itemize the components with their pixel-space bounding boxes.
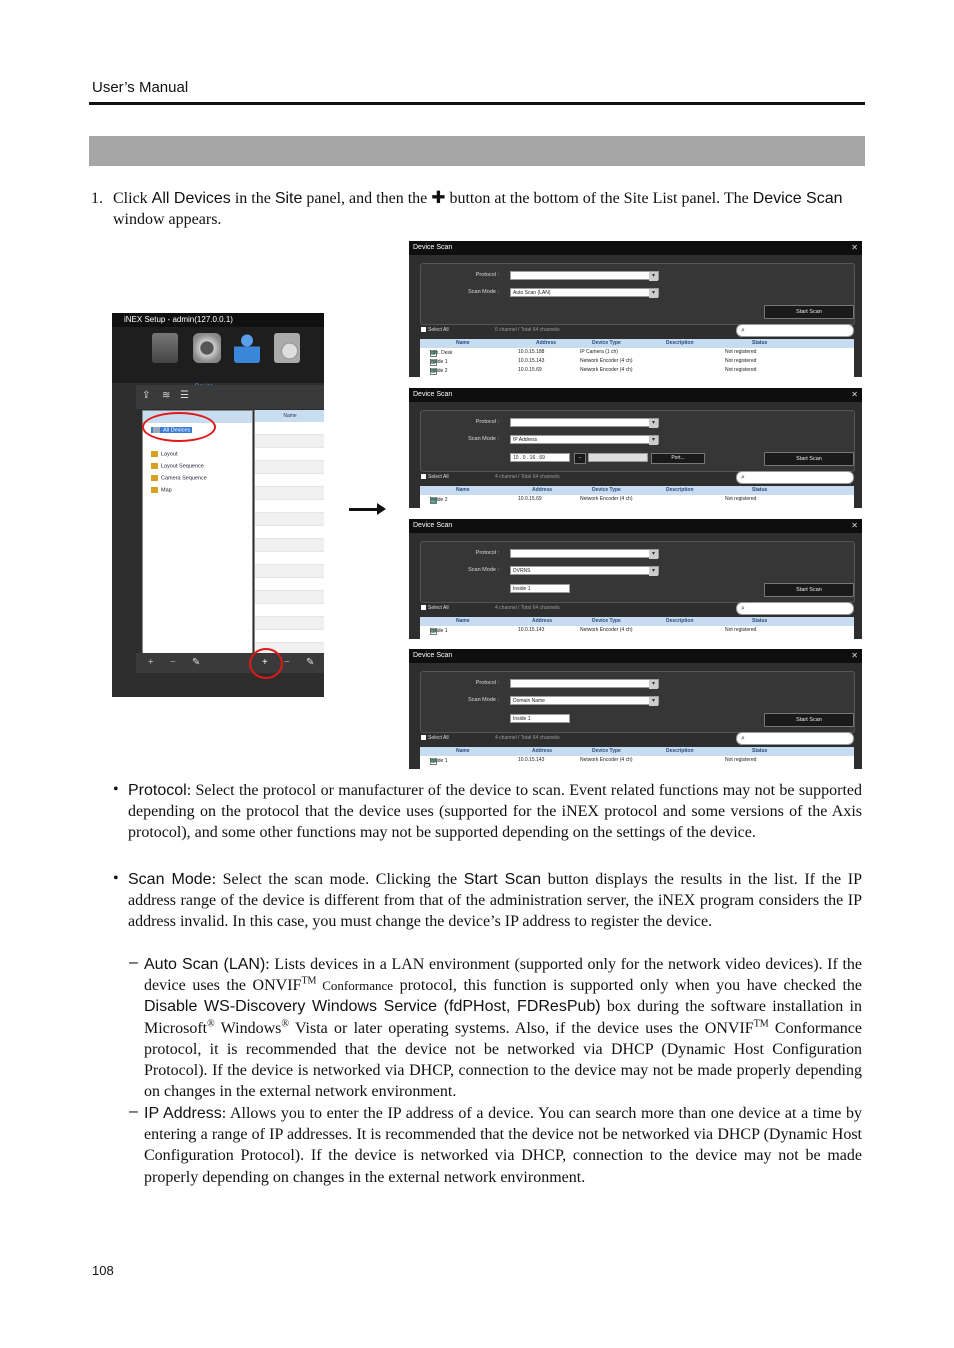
page-number: 108 <box>92 1263 114 1278</box>
table-header: Name Address Device Type Description Status <box>420 339 854 348</box>
channel-count: 4 channel / Total 64 channels <box>495 735 560 741</box>
list-item <box>255 448 324 461</box>
arrow-icon <box>349 508 383 511</box>
port-button[interactable]: Port... <box>651 453 705 464</box>
tree-item-all-devices[interactable]: All Devices <box>151 427 192 433</box>
dvrns-name-input[interactable]: Inside 1 <box>510 584 570 593</box>
ip-address-input[interactable]: 10 . 0 . 16 . 69 <box>510 453 570 462</box>
scan-mode-description <box>128 869 862 933</box>
highlight-add-button <box>249 648 283 679</box>
device-table <box>420 747 854 769</box>
scan-mode-select[interactable]: IP Address ▾ <box>510 435 659 444</box>
auto-scan-description <box>144 954 862 1102</box>
ip-address-description <box>144 1103 862 1188</box>
header-rule <box>89 102 865 105</box>
plus-icon: ✚ <box>431 188 446 208</box>
site-toolbar <box>136 385 324 409</box>
close-icon[interactable]: ✕ <box>851 651 858 660</box>
list-item <box>255 630 324 643</box>
device-scan-window-ip <box>409 388 862 508</box>
protocol-select[interactable] <box>510 418 659 427</box>
list-item <box>255 461 324 474</box>
protocol-label: Protocol : <box>475 680 499 686</box>
section-heading-bar <box>89 136 865 166</box>
start-scan-button[interactable]: Start Scan <box>764 583 854 597</box>
page-header-title: User’s Manual <box>92 79 189 96</box>
step-text: button at the bottom of the Site List panel. The <box>445 190 753 207</box>
bullet-marker: • <box>113 781 119 798</box>
step-text: window appears. <box>113 211 222 228</box>
highlight-all-devices <box>142 412 216 442</box>
keyword-auto-scan: Auto Scan (LAN) <box>144 956 266 973</box>
device-scan-title-bar <box>409 241 862 255</box>
protocol-select[interactable] <box>510 549 659 558</box>
paragraph-text: box during the software installation in Microsoft <box>144 998 862 1037</box>
table-header: Name Address Device Type Description Status <box>420 747 854 756</box>
setup-toolbar <box>112 327 324 383</box>
start-scan-button[interactable]: Start Scan <box>764 452 854 466</box>
scan-mode-label: Scan Mode : <box>468 567 499 573</box>
list-item <box>255 578 324 591</box>
list-item <box>255 487 324 500</box>
site-list-panel <box>254 410 324 653</box>
table-row[interactable]: Info. Desk 10.0.15.188 IP Camera (1 ch) Not registered <box>430 349 757 356</box>
step-number: 1. <box>91 190 103 207</box>
list-item <box>255 552 324 565</box>
dash-marker: – <box>129 1103 138 1120</box>
device-table <box>420 617 854 639</box>
bullet-marker: • <box>113 870 119 887</box>
table-header: Name Address Device Type Description Status <box>420 617 854 626</box>
list-item <box>255 539 324 552</box>
paragraph-text: Conformance protocol, it is recommended that the device not be networked via DHCP (Dynamic Host Configuration Protocol). If the device is networked via DHCP, connection to the device may not be made properly depending on changes in the external network environment. <box>144 1019 863 1101</box>
keyword-device-scan: Device Scan <box>752 190 843 207</box>
device-scan-title-bar <box>409 649 862 663</box>
ip-range-button[interactable]: – <box>574 453 586 464</box>
upload-icon[interactable]: ⇪ <box>142 390 151 401</box>
camera-device-icon[interactable] <box>193 333 221 363</box>
device-scan-title: Device Scan <box>413 244 453 251</box>
keyword-protocol: Protocol <box>128 782 187 799</box>
select-all-checkbox[interactable]: Select All <box>421 327 449 333</box>
keyword-scan-mode: Scan Mode <box>128 871 212 888</box>
list-item <box>255 422 324 435</box>
device-scan-title: Device Scan <box>413 652 453 659</box>
search-input[interactable] <box>736 471 854 484</box>
table-row[interactable]: Inside 2 10.0.15.69 Network Encoder (4 ch) Not registered <box>430 367 757 374</box>
list-item <box>255 526 324 539</box>
scan-mode-label: Scan Mode : <box>468 697 499 703</box>
list-item <box>255 591 324 604</box>
registered-sup: ® <box>281 1018 289 1030</box>
protocol-select[interactable] <box>510 679 659 688</box>
site-tree-panel <box>142 410 253 655</box>
paragraph-text: button displays the results in the list. If the IP address range of the device is different from that of the administration server, the iNEX program considers the IP address invalid. In this case, you must change the device’s IP address to register the device. <box>128 871 863 931</box>
device-scan-title-bar <box>409 519 862 533</box>
device-scan-title-bar <box>409 388 862 402</box>
paragraph-text: protocol, this function is supported only when you have checked the <box>393 977 862 995</box>
list-item <box>255 500 324 513</box>
scan-mode-select[interactable]: Auto Scan (LAN) ▾ <box>510 288 659 297</box>
select-all-checkbox[interactable]: Select All <box>421 735 449 741</box>
list-item <box>255 617 324 630</box>
search-input[interactable] <box>736 324 854 337</box>
list-item <box>255 513 324 526</box>
step-1 <box>91 188 863 230</box>
scan-mode-label: Scan Mode : <box>468 436 499 442</box>
search-icon: ⌕ <box>741 327 745 334</box>
paragraph-text: : Select the protocol or manufacturer of the device to scan. Event related functions may not be supported depending on the protocol that the device uses (supported for the iNEX protocol and some versions of the Axis protocol), and some other functions may not be supported depending on the settings of the device. <box>128 782 862 842</box>
paragraph-text: Conformance <box>316 978 394 994</box>
paragraph-text: Windows <box>214 1019 282 1037</box>
paragraph-text: : Lists devices in a LAN environment (supported only for the network video devices). If the device uses the ONVIF <box>144 956 862 995</box>
registered-sup: ® <box>207 1018 215 1030</box>
select-all-checkbox[interactable]: Select All <box>421 605 449 611</box>
list-remove-icon[interactable]: − <box>284 657 290 668</box>
list-icon[interactable]: ☰ <box>180 390 189 401</box>
trademark-sup: TM <box>753 1018 769 1030</box>
dash-marker: – <box>129 954 138 971</box>
tree-item-layout-sequence[interactable]: Layout Sequence <box>151 463 204 469</box>
user-icon[interactable] <box>234 333 260 363</box>
protocol-select[interactable] <box>510 271 659 280</box>
device-scan-window-domain <box>409 649 862 769</box>
list-add-button[interactable]: + <box>262 657 268 668</box>
site-bottom-bar <box>136 653 324 673</box>
start-scan-button[interactable]: Start Scan <box>764 713 854 727</box>
search-input[interactable] <box>736 732 854 745</box>
keyword-start-scan: Start Scan <box>463 871 542 888</box>
protocol-label: Protocol : <box>475 419 499 425</box>
scan-mode-select[interactable]: Domain Name ▾ <box>510 696 659 705</box>
table-row[interactable]: Inside 1 10.0.15.143 Network Encoder (4 ch) Not registered <box>430 757 757 764</box>
keyword-all-devices: All Devices <box>151 190 231 207</box>
tree-item-map[interactable]: Map <box>151 487 172 493</box>
close-icon[interactable]: ✕ <box>851 521 858 530</box>
search-input[interactable] <box>736 602 854 615</box>
device-table <box>420 486 854 508</box>
table-row[interactable]: Inside 2 10.0.15.69 Network Encoder (4 ch) Not registered <box>430 496 757 503</box>
domain-name-input[interactable]: Inside 1 <box>510 714 570 723</box>
protocol-label: Protocol : <box>475 550 499 556</box>
list-item <box>255 604 324 617</box>
setup-title: iNEX Setup - admin(127.0.0.1) <box>124 315 233 324</box>
channel-count: 4 channel / Total 64 channels <box>495 605 560 611</box>
wireless-icon[interactable]: ≋ <box>162 390 171 401</box>
setup-title-bar <box>112 313 324 327</box>
site-list-header: Name <box>255 410 324 422</box>
list-item <box>255 565 324 578</box>
device-scan-title: Device Scan <box>413 391 453 398</box>
close-icon[interactable]: ✕ <box>851 243 858 252</box>
select-all-checkbox[interactable]: Select All <box>421 474 449 480</box>
channel-count: 4 channel / Total 64 channels <box>495 474 560 480</box>
keyword-ip-address: IP Address <box>144 1105 222 1122</box>
paragraph-text: Vista or later operating systems. Also, if the device uses the ONVIF <box>288 1019 754 1037</box>
step-text: in the <box>230 190 275 207</box>
device-scan-window-auto <box>409 241 862 377</box>
keyword-disable-ws-discovery: Disable WS-Discovery Windows Service (fdPHost, FDResPub) <box>144 998 601 1016</box>
protocol-description <box>128 780 862 844</box>
device-scan-title: Device Scan <box>413 522 453 529</box>
tree-remove-icon[interactable]: − <box>170 657 176 668</box>
search-icon: ⌕ <box>741 735 745 742</box>
server-icon[interactable] <box>152 333 178 363</box>
tree-item-layout[interactable]: Layout <box>151 451 178 457</box>
tree-edit-icon[interactable]: ✎ <box>192 657 201 668</box>
trademark-sup: TM <box>301 975 317 987</box>
search-icon: ⌕ <box>741 605 745 612</box>
scan-mode-select[interactable]: DVRNS ▾ <box>510 566 659 575</box>
schedule-icon[interactable] <box>274 333 300 363</box>
keyword-site: Site <box>274 190 303 207</box>
table-row[interactable]: Inside 1 10.0.15.143 Network Encoder (4 ch) Not registered <box>430 358 757 365</box>
ip-range-end-input[interactable] <box>588 453 648 462</box>
table-header: Name Address Device Type Description Status <box>420 486 854 495</box>
list-edit-icon[interactable]: ✎ <box>306 657 315 668</box>
start-scan-button[interactable]: Start Scan <box>764 305 854 319</box>
setup-window-screenshot <box>112 313 324 697</box>
paragraph-text: : Select the scan mode. Clicking the <box>211 871 464 888</box>
list-item <box>255 435 324 448</box>
device-scan-window-dvrns <box>409 519 862 639</box>
tree-item-camera-sequence[interactable]: Camera Sequence <box>151 475 207 481</box>
close-icon[interactable]: ✕ <box>851 390 858 399</box>
list-item <box>255 474 324 487</box>
tree-add-icon[interactable]: + <box>148 657 154 668</box>
channel-count: 6 channel / Total 64 channels <box>495 327 560 333</box>
device-table <box>420 339 854 377</box>
step-text: panel, and then the <box>302 190 432 207</box>
search-icon: ⌕ <box>741 474 745 481</box>
scan-mode-label: Scan Mode : <box>468 289 499 295</box>
protocol-label: Protocol : <box>475 272 499 278</box>
step-text: Click <box>113 190 152 207</box>
table-row[interactable]: Inside 1 10.0.15.143 Network Encoder (4 ch) Not registered <box>430 627 757 634</box>
paragraph-text: : Allows you to enter the IP address of a device. You can search more than one device at a time by entering a range of IP addresses. It is recommended that the device not be networked via DHCP (Dynamic Host Configuration Protocol). If the device is networked via DHCP, connection to the device may not be made properly depending on changes in the external network environment. <box>144 1105 862 1186</box>
